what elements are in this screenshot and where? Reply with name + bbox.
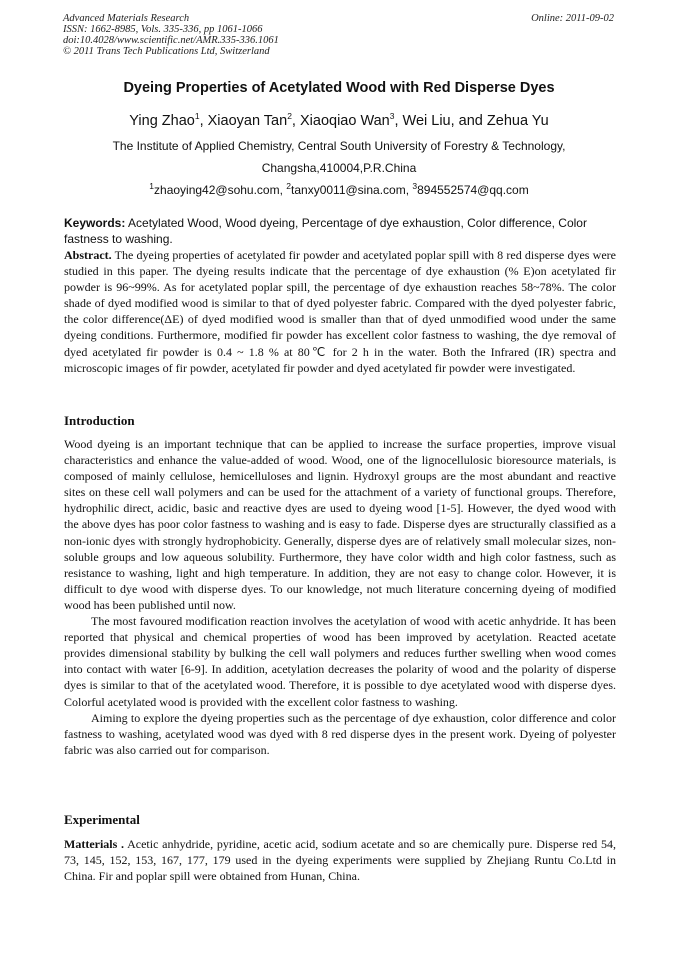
- author: Ying Zhao: [129, 113, 195, 129]
- author-affil-mark: 1: [194, 111, 200, 122]
- abstract-label: Abstract.: [64, 248, 112, 262]
- abstract-text: The dyeing properties of acetylated fir powder and acetylated poplar spill with 8 red disperse dyes were studied in this paper. The dyeing results indicate that the percentage of dye exhaustion (% E)on acetylated fir powder is 96~99%. As for acetylated poplar spill, the percentage of dye exhaustion reaches 58~78%. The color shade of dyed modified wood is similar to that of dyed polyester fabric. Compared with the dyed polyester fabric, the color difference(ΔE) of dyed modified wood is smaller than that of dyed unmodified wood under the same dyeing conditions. Furthermore, modified fir powder has excellent color fastness to washing, the dye removal of dyed acetylated fir powder is 0.4 ~ 1.8 % at 80℃ for 2 h in the water. Both the Infrared (IR) spectra and microscopic images of fir powder, acetylated fir powder and dyed acetylated fir powder were investigated.: [64, 248, 616, 375]
- paragraph: [64, 836, 616, 884]
- author-separator: ,: [394, 113, 403, 129]
- experimental-heading: Experimental: [64, 812, 140, 827]
- email-address: zhaoying42@sohu.com: [154, 183, 280, 197]
- author: Wei Liu, and Zehua Yu: [402, 113, 549, 129]
- abstract-block: [64, 247, 616, 376]
- keywords-text: Acetylated Wood, Wood dyeing, Percentage of dye exhaustion, Color difference, Color fastness to washing.: [64, 216, 587, 246]
- email-mark: 1: [149, 181, 155, 191]
- paragraph: Aiming to explore the dyeing properties such as the percentage of dye exhaustion, color difference and color fastness to washing, acetylated wood was dyed with 8 red disperse dyes in the present work. Dyeing of polyester fabric was also carried out for comparison.: [64, 710, 616, 757]
- materials-label: Matterials .: [64, 837, 125, 851]
- online-date: Online: 2011-09-02: [531, 13, 614, 24]
- affiliation-city: Changsha,410004,P.R.China: [261, 161, 417, 175]
- journal-name: Advanced Materials Research: [63, 13, 190, 24]
- affiliation-line: The Institute of Applied Chemistry, Central South University of Forestry & Technology,: [112, 139, 566, 153]
- keywords-block: [64, 215, 616, 247]
- doi-line: doi:10.4028/www.scientific.net/AMR.335-336.1061: [63, 35, 279, 46]
- author: Xiaoyan Tan: [207, 113, 288, 129]
- author-affil-mark: 2: [287, 111, 292, 122]
- introduction-body: [64, 436, 616, 758]
- keywords-label: Keywords:: [64, 216, 126, 230]
- introduction-heading: Introduction: [64, 413, 135, 428]
- email-separator: ,: [405, 183, 413, 197]
- paragraph: Wood dyeing is an important technique that can be applied to increase the surface properties, improve visual characteristics and enhance the value-added of wood. Wood, one of the lignocellulosic bioresource materials, is composed of mainly cellulose, hemicelluloses and lignin. Hydroxyl groups are the most abundant and reactive sites on these cell wall polymers and can be used for the attachment of a variety of functional groups. Therefore, hydrophilic direct, acidic, basic and reactive dyes are used to dyeing wood [1-5]. However, the dyed wood with the above dyes has poor color fastness to washing and is easy to fade. Disperse dyes are structurally classified as a non-ionic dyes with strongly hydrophobicity. Generally, disperse dyes are of relatively small molecular sizes, non-soluble groups and low aqueous solubility. Furthermore, they have color width and high color fastness, such as resistance to washing, light and high temperature. In addition, they are not easy to change color. However, it is difficult to dye wood with disperse dyes. To our knowledge, not much literature concerning dyeing of modified wood has been published until now.: [64, 437, 616, 612]
- email-mark: 2: [286, 181, 292, 191]
- email-address: 894552574@qq.com: [417, 183, 529, 197]
- paper-title: Dyeing Properties of Acetylated Wood with Red Disperse Dyes: [123, 80, 555, 96]
- author-separator: ,: [199, 113, 208, 129]
- author-emails: [0, 183, 678, 197]
- email-address: tanxy0011@sina.com: [291, 183, 406, 197]
- author-separator: ,: [291, 113, 300, 129]
- experimental-body: [64, 836, 616, 884]
- materials-text: Acetic anhydride, pyridine, acetic acid, sodium acetate and so are chemically pure. Disperse red 54, 73, 145, 152, 153, 167, 177, 179 used in the dyeing experiments were supplied by Zhejiang Runtu Co.Ltd in China. Fir and poplar spill were obtained from Hunan, China.: [64, 837, 616, 884]
- paragraph: The most favoured modification reaction involves the acetylation of wood with acetic anhydride. It has been reported that physical and chemical properties of wood has been improved by acetylation. Reacted acetate provides dimensional stability by bulking the cell wall polymers and reduces further swelling when wood comes into contact with water [6-9]. In addition, acetylation decreases the polarity of wood and the polarity of disperse dyes is similar to that of the acetylated wood. Therefore, it is possible to dye acetylated wood with disperse dyes. Colorful acetylated wood is provided with the excellent color fastness to washing.: [64, 614, 616, 709]
- author: Xiaoqiao Wan: [299, 113, 390, 129]
- email-mark: 3: [412, 181, 418, 191]
- author-affil-mark: 3: [389, 111, 395, 122]
- copyright-line: © 2011 Trans Tech Publications Ltd, Switzerland: [63, 46, 270, 57]
- email-separator: ,: [279, 183, 287, 197]
- issn-line: ISSN: 1662-8985, Vols. 335-336, pp 1061-1066: [63, 24, 263, 35]
- journal-meta: [63, 13, 279, 57]
- author-list: [0, 113, 678, 129]
